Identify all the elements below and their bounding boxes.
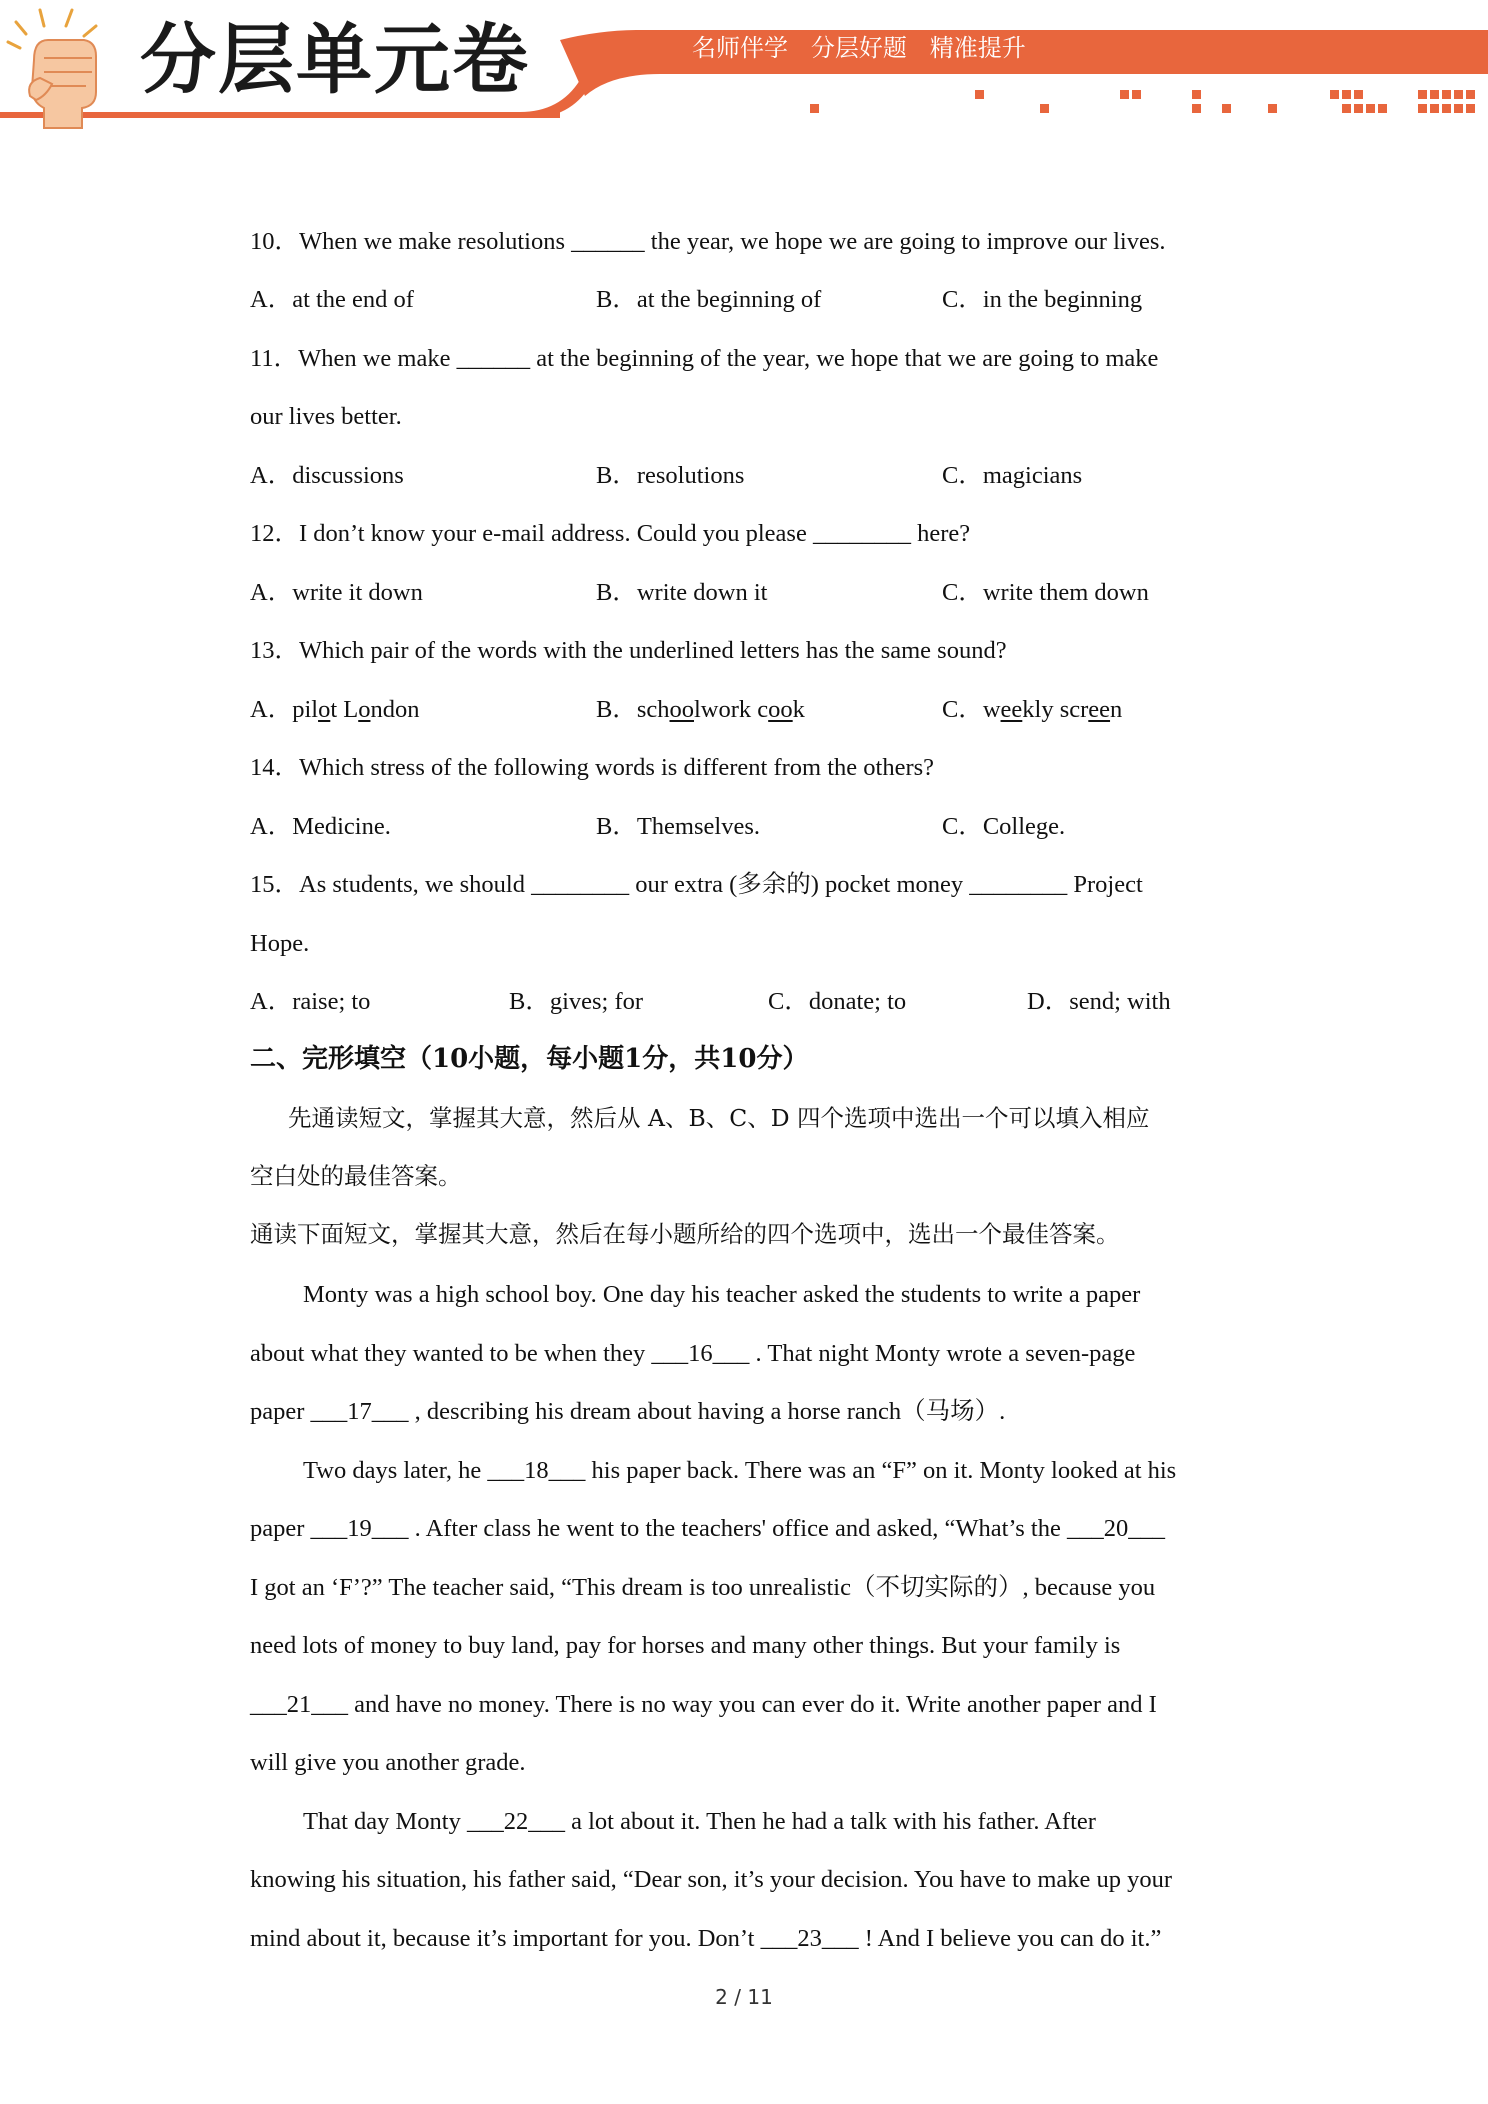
brand-slogan: 名师伴学 分层好题 精准提升 <box>692 34 1026 62</box>
option-c: C．in the beginning <box>942 286 1143 313</box>
option-a: A．raise; to <box>250 988 371 1015</box>
page-header <box>0 0 1488 130</box>
passage-line: will give you another grade. <box>250 1749 526 1776</box>
option-c: C．write them down <box>942 579 1149 606</box>
passage-line: That day Monty ___22___ a lot about it. Then he had a talk with his father. After <box>303 1808 1096 1835</box>
passage-line: mind about it, because it’s important for you. Don’t ___23___ ! And I believe you can do it.” <box>250 1925 1162 1952</box>
passage-line: Two days later, he ___18___ his paper back. There was an “F” on it. Monty looked at his <box>303 1457 1177 1484</box>
page-number: 2 / 11 <box>715 1985 773 2009</box>
option-a: A．discussions <box>250 462 404 489</box>
option-a: A．pilot London <box>250 696 420 723</box>
question-11-stem: 11．When we make ______ at the beginning of the year, we hope that we are going to make <box>250 345 1159 372</box>
question-10-stem: 10．When we make resolutions ______ the year, we hope we are going to improve our lives. <box>250 228 1166 255</box>
question-15-stem: 15．As students, we should ________ our extra (多余的) pocket money ________ Project <box>250 871 1143 898</box>
instruction-line: 空白处的最佳答案。 <box>250 1162 462 1190</box>
option-b: B．at the beginning of <box>596 286 822 313</box>
blank-23: ___23___ <box>760 1925 859 1952</box>
option-a: A．write it down <box>250 579 423 606</box>
question-12-stem: 12．I don’t know your e-mail address. Could you please ________ here? <box>250 520 971 547</box>
passage-line: knowing his situation, his father said, “Dear son, it’s your decision. You have to make up your <box>250 1866 1173 1893</box>
blank-17: ___17___ <box>310 1398 409 1425</box>
blank-16: ___16___ <box>651 1340 750 1367</box>
instruction-line: 先通读短文，掌握其大意，然后从 A、B、C、D 四个选项中选出一个可以填入相应 <box>288 1104 1150 1132</box>
option-c: C．magicians <box>942 462 1083 489</box>
brand-title: 分层单元卷 <box>140 15 530 104</box>
question-11-stem-cont: our lives better. <box>250 403 402 430</box>
blank-21: ___21___ <box>250 1691 348 1718</box>
option-d: D．send; with <box>1027 988 1171 1015</box>
option-b: B．schoolwork cook <box>596 696 805 723</box>
question-14-stem: 14．Which stress of the following words is different from the others? <box>250 754 935 781</box>
passage-line: I got an ‘F’?” The teacher said, “This dream is too unrealistic（不切实际的）, because you <box>250 1574 1156 1601</box>
blank-22: ___22___ <box>467 1808 565 1835</box>
option-b: B．gives; for <box>509 988 644 1015</box>
instruction-line: 通读下面短文，掌握其大意，然后在每小题所给的四个选项中，选出一个最佳答案。 <box>250 1220 1120 1248</box>
question-13-stem: 13．Which pair of the words with the underlined letters has the same sound? <box>250 637 1007 664</box>
option-c: C．College. <box>942 813 1066 840</box>
fist-logo-icon <box>8 10 96 128</box>
passage-line: paper ___19___ . After class he went to the teachers' office and asked, “What’s the ___20___ <box>250 1515 1165 1542</box>
section-heading: 二、完形填空（10小题，每小题1分，共10分） <box>250 1044 809 1074</box>
option-c: C．donate; to <box>768 988 907 1015</box>
blank-19: ___19___ <box>310 1515 409 1542</box>
blank-18: ___18___ <box>487 1457 586 1484</box>
option-c: C．weekly screen <box>942 696 1123 723</box>
question-15-stem-cont: Hope. <box>250 930 310 957</box>
passage-line: paper ___17___ , describing his dream about having a horse ranch（马场）. <box>250 1398 1006 1425</box>
option-b: B．resolutions <box>596 462 745 489</box>
passage-line: Monty was a high school boy. One day his teacher asked the students to write a paper <box>303 1281 1141 1308</box>
option-b: B．write down it <box>596 579 768 606</box>
option-b: B．Themselves. <box>596 813 760 840</box>
option-a: A．Medicine. <box>250 813 391 840</box>
option-a: A．at the end of <box>250 286 414 313</box>
passage-line: ___21___ and have no money. There is no way you can ever do it. Write another paper and I <box>250 1691 1157 1718</box>
passage-line: need lots of money to buy land, pay for horses and many other things. But your family is <box>250 1632 1121 1659</box>
passage-line: about what they wanted to be when they ___16___ . That night Monty wrote a seven-page <box>250 1340 1136 1367</box>
blank-20: ___20___ <box>1066 1515 1165 1542</box>
